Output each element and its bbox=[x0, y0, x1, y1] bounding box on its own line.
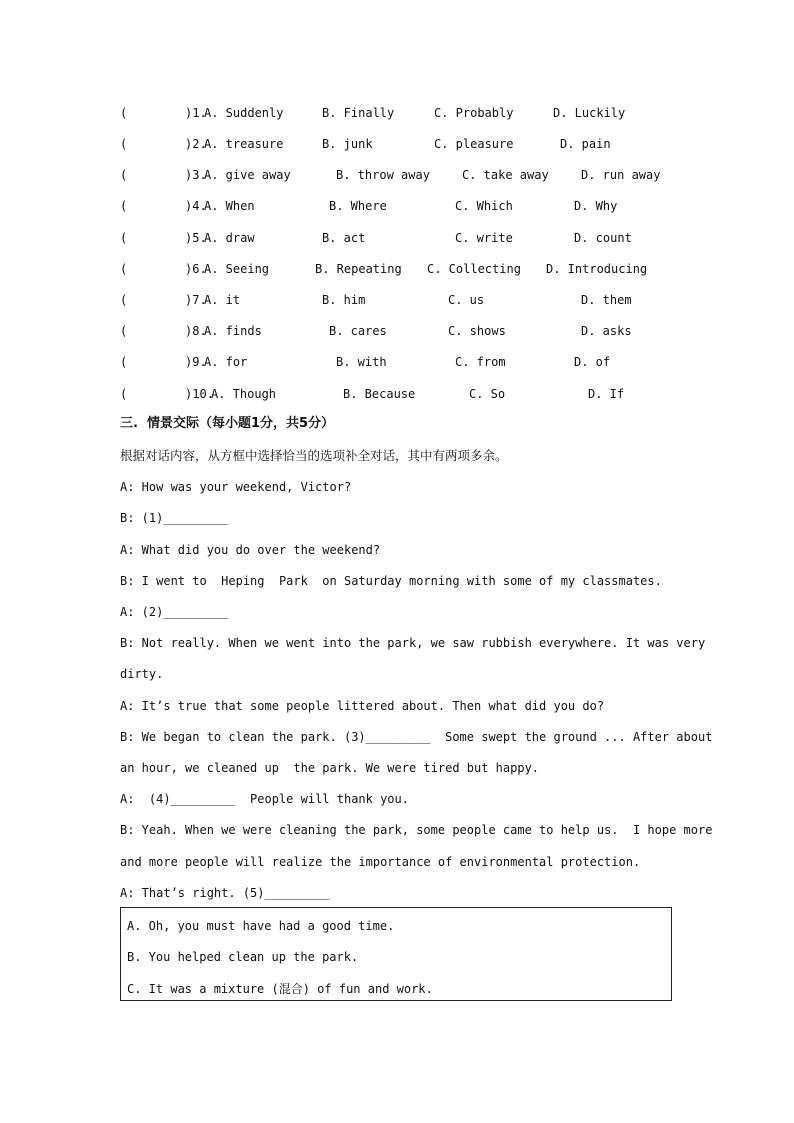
question-number: ( )6. bbox=[120, 262, 207, 276]
dialogue-line: B: Yeah. When we were cleaning the park, some people came to help us. I hope more bbox=[120, 823, 713, 837]
question-number: ( )3. bbox=[120, 168, 207, 182]
cloze-question-7 bbox=[120, 293, 680, 307]
option-b: B. Repeating bbox=[315, 262, 402, 276]
cloze-question-9 bbox=[120, 355, 680, 369]
option-c: C. Probably bbox=[434, 106, 514, 120]
option-d: D. run away bbox=[581, 168, 661, 182]
option-a: A. Though bbox=[211, 387, 277, 401]
option-b: B. cares bbox=[329, 324, 387, 338]
option-c: C. take away bbox=[462, 168, 549, 182]
question-number: ( )8. bbox=[120, 324, 207, 338]
cloze-question-4 bbox=[120, 199, 680, 213]
option-a: A. for bbox=[204, 355, 248, 369]
option-c: C. shows bbox=[448, 324, 506, 338]
section-instruction: 根据对话内容，从方框中选择恰当的选项补全对话，其中有两项多余。 bbox=[120, 448, 508, 463]
dialogue-line: B: We began to clean the park. (3)_________ Some swept the ground ... After about bbox=[120, 730, 713, 744]
cloze-question-6 bbox=[120, 262, 680, 276]
cloze-question-3 bbox=[120, 168, 680, 182]
dialogue-line: A: That’s right. (5)_________ bbox=[120, 886, 330, 900]
option-a: A. give away bbox=[204, 168, 291, 182]
option-c: C. Which bbox=[455, 199, 513, 213]
dialogue-line: A: (4)_________ People will thank you. bbox=[120, 792, 409, 806]
dialogue-line: A: (2)_________ bbox=[120, 605, 229, 619]
dialogue-line: A: How was your weekend, Victor? bbox=[120, 480, 352, 494]
option-c: C. pleasure bbox=[434, 137, 514, 151]
option-c: C. from bbox=[455, 355, 506, 369]
option-b: B. junk bbox=[322, 137, 373, 151]
option-a: A. it bbox=[204, 293, 241, 307]
dialogue-line: B: Not really. When we went into the park, we saw rubbish everywhere. It was very bbox=[120, 636, 706, 650]
option-d: D. count bbox=[574, 231, 632, 245]
option-d: D. pain bbox=[560, 137, 611, 151]
dialogue-line: B: (1)_________ bbox=[120, 511, 229, 525]
option-d: D. of bbox=[574, 355, 611, 369]
question-number: ( )1. bbox=[120, 106, 207, 120]
option-b: B. Where bbox=[329, 199, 387, 213]
option-b: B. with bbox=[336, 355, 387, 369]
option-c: C. us bbox=[448, 293, 485, 307]
option-line: A. Oh, you must have had a good time. bbox=[127, 919, 395, 933]
cloze-question-2 bbox=[120, 137, 680, 151]
cloze-question-8 bbox=[120, 324, 680, 338]
cloze-question-10 bbox=[120, 387, 680, 401]
question-number: ( )7. bbox=[120, 293, 207, 307]
option-c: C. So bbox=[469, 387, 506, 401]
dialogue-line: dirty. bbox=[120, 667, 164, 681]
option-d: D. Why bbox=[574, 199, 618, 213]
section-heading: 三. 情景交际（每小题1分，共5分） bbox=[120, 416, 335, 431]
option-d: D. them bbox=[581, 293, 632, 307]
option-c: C. Collecting bbox=[427, 262, 521, 276]
option-b: B. throw away bbox=[336, 168, 430, 182]
option-a: A. finds bbox=[204, 324, 262, 338]
dialogue-line: and more people will realize the importance of environmental protection. bbox=[120, 855, 641, 869]
question-number: ( )2. bbox=[120, 137, 207, 151]
question-number: ( )5. bbox=[120, 231, 207, 245]
cloze-question-5 bbox=[120, 231, 680, 245]
option-d: D. Luckily bbox=[553, 106, 626, 120]
dialogue-line: B: I went to Heping Park on Saturday morning with some of my classmates. bbox=[120, 574, 662, 588]
cloze-question-1 bbox=[120, 106, 680, 120]
option-a: A. Suddenly bbox=[204, 106, 284, 120]
dialogue-line: an hour, we cleaned up the park. We were tired but happy. bbox=[120, 761, 540, 775]
option-a: A. treasure bbox=[204, 137, 284, 151]
option-c: C. write bbox=[455, 231, 513, 245]
dialogue-line: A: What did you do over the weekend? bbox=[120, 543, 381, 557]
option-d: D. If bbox=[588, 387, 625, 401]
option-a: A. When bbox=[204, 199, 255, 213]
option-a: A. draw bbox=[204, 231, 255, 245]
option-b: B. Because bbox=[343, 387, 416, 401]
options-box bbox=[120, 907, 672, 1001]
option-line: C. It was a mixture (混合) of fun and work. bbox=[127, 982, 433, 996]
dialogue-line: A: It’s true that some people littered about. Then what did you do? bbox=[120, 699, 605, 713]
question-number: ( )9. bbox=[120, 355, 207, 369]
option-b: B. him bbox=[322, 293, 366, 307]
option-b: B. act bbox=[322, 231, 366, 245]
option-d: D. asks bbox=[581, 324, 632, 338]
option-d: D. Introducing bbox=[546, 262, 648, 276]
option-a: A. Seeing bbox=[204, 262, 270, 276]
option-b: B. Finally bbox=[322, 106, 395, 120]
question-number: ( )4. bbox=[120, 199, 207, 213]
option-line: B. You helped clean up the park. bbox=[127, 950, 359, 964]
question-number: ( )10. bbox=[120, 387, 214, 401]
